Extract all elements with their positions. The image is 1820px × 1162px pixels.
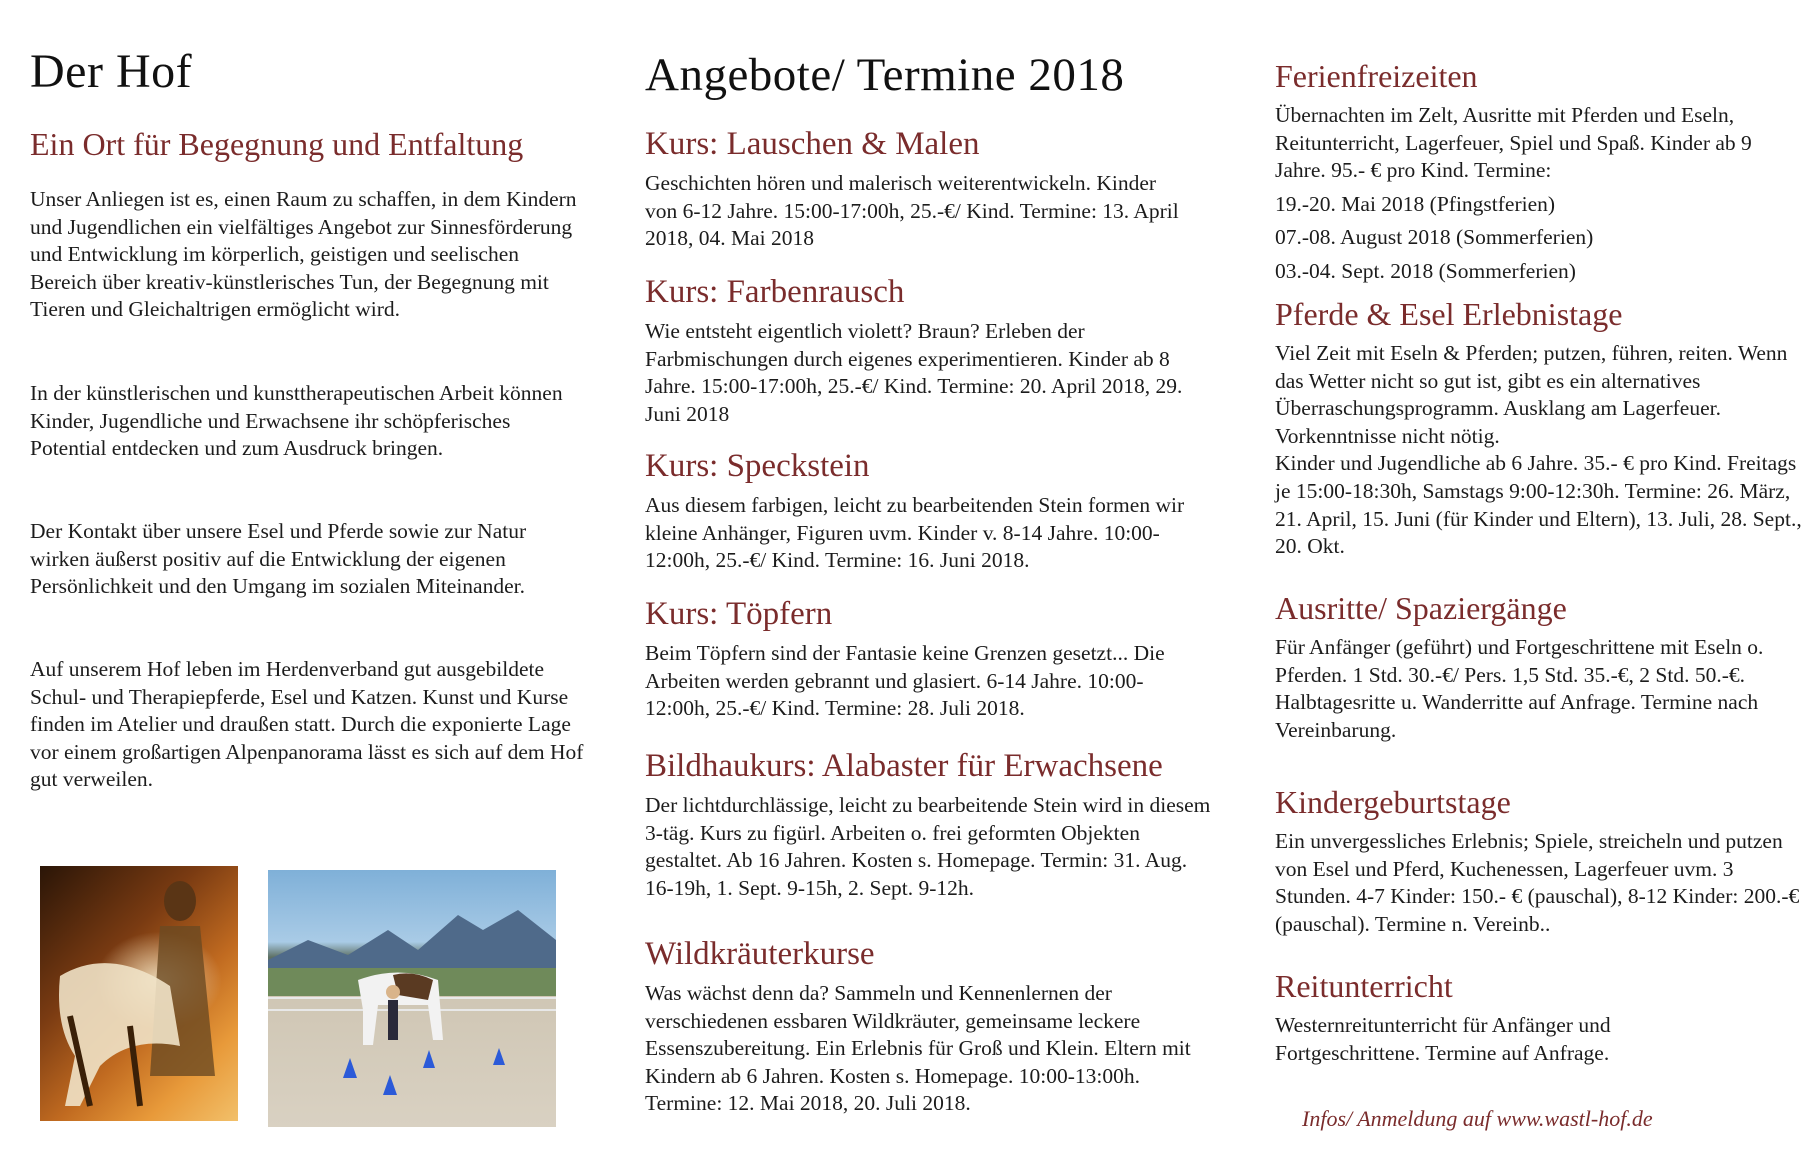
section-wildkraeuter — [645, 934, 1205, 1118]
section-heading: Kurs: Farbenrausch — [645, 274, 905, 310]
section-reitunterricht — [1275, 966, 1755, 1067]
section-toepfern — [645, 594, 1200, 723]
section-lauschen-malen — [645, 124, 1185, 253]
section-text: Ein unvergessliches Erlebnis; Spiele, streicheln und putzen von Esel und Pferd, Kuchenessen, Lagerfeuer uvm. 3 Stunden. 4-7 Kinder: 150.- € (pauschal), 8-12 Kinder: 200.-€ (pauschal). Termine n. Vereinb.. — [1275, 829, 1800, 936]
section-heading: Ausritte/ Spaziergänge — [1275, 590, 1567, 626]
section-heading: Bildhaukurs: Alabaster für Erwachsene — [645, 748, 1163, 784]
section-ausritte — [1275, 588, 1815, 744]
intro-paragraph-3: Der Kontakt über unsere Esel und Pferde sowie zur Natur wirken äußerst positiv auf die Entwicklung der eigenen Persönlichkeit und den Umgang im sozialen Miteinander. — [30, 519, 527, 599]
section-heading: Wildkräuterkurse — [645, 936, 875, 972]
section-text: Viel Zeit mit Eseln & Pferden; putzen, führen, reiten. Wenn das Wetter nicht so gut ist, gibt es ein alternatives Überraschungsprogramm. Ausklang am Lagerfeuer. Vorkenntnisse nicht nötig. — [1275, 341, 1788, 448]
date-line: 07.-08. August 2018 (Sommerferien) — [1275, 225, 1594, 250]
intro-paragraph-1: Unser Anliegen ist es, einen Raum zu schaffen, in dem Kindern und Jugendlichen ein vielfältiges Angebot zur Sinnesförderung und Entwicklung im körperlich, geistigen und seelischen Bereich über kreativ-künstlerisches Tun, der Begegnung mit Tieren und Gleichaltrigen ermöglicht wird. — [30, 187, 577, 322]
section-text: Geschichten hören und malerisch weiterentwickeln. Kinder von 6-12 Jahre. 15:00-17:00h, 25.-€/ Kind. Termine: 13. April 2018, 04. Mai 2018 — [645, 171, 1179, 251]
section-farbenrausch — [645, 272, 1185, 428]
page-title: Der Hof — [30, 45, 193, 98]
footer-website-link[interactable]: Infos/ Anmeldung auf www.wastl-hof.de — [1302, 1106, 1653, 1131]
section-heading: Kindergeburtstage — [1275, 784, 1511, 820]
section-text: Was wächst denn da? Sammeln und Kennenlernen der verschiedenen essbaren Wildkräuter, gemeinsame leckere Essenszubereitung. Ein Erlebnis für Groß und Klein. Eltern mit Kindern ab 6 Jahren. Kosten s. Homepage. 10:00-13:00h. Termine: 12. Mai 2018, 20. Juli 2018. — [645, 981, 1191, 1116]
section-heading: Kurs: Töpfern — [645, 596, 833, 632]
section-text: Westernreitunterricht für Anfänger und Fortgeschrittene. Termine auf Anfrage. — [1275, 1013, 1611, 1065]
section-ferienfreizeiten — [1275, 56, 1780, 286]
section-text: Übernachten im Zelt, Ausritte mit Pferden und Eseln, Reitunterricht, Lagerfeuer, Spiel und Spaß. Kinder ab 9 Jahre. 95.- € pro Kind. Termine: — [1275, 103, 1752, 183]
section-speckstein — [645, 446, 1220, 575]
section-pferde-esel — [1275, 294, 1805, 561]
section-text: Der lichtdurchlässige, leicht zu bearbeitende Stein wird in diesem 3-täg. Kurs zu figürl. Arbeiten o. frei geformten Objekten gestaltet. Ab 16 Jahren. Kosten s. Homepage. Termin: 31. Aug. 16-19h, 1. Sept. 9-15h, 2. Sept. 9-12h. — [645, 793, 1211, 900]
section-heading: Reitunterricht — [1275, 968, 1453, 1004]
section-text: Wie entsteht eigentlich violett? Braun? Erleben der Farbmischungen durch eigenes experimentieren. Kinder ab 8 Jahre. 15:00-17:00h, 25.-€/ Kind. Termine: 20. April 2018, 29. Juni 2018 — [645, 319, 1183, 426]
intro-paragraph-4: Auf unserem Hof leben im Herdenverband gut ausgebildete Schul- und Therapiepferde, Esel und Katzen. Kunst und Kurse finden im Atelier und draußen statt. Durch die exponierte Lage vor einem großartigen Alpenpanorama lässt es sich auf dem Hof gut verweilen. — [30, 657, 584, 792]
offers-title: Angebote/ Termine 2018 — [645, 49, 1125, 101]
section-text: Beim Töpfern sind der Fantasie keine Grenzen gesetzt... Die Arbeiten werden gebrannt und glasiert. 6-14 Jahre. 10:00-12:00h, 25.-€/ Kind. Termine: 28. Juli 2018. — [645, 641, 1165, 721]
section-heading: Ferienfreizeiten — [1275, 58, 1478, 94]
section-heading: Kurs: Speckstein — [645, 448, 870, 484]
intro-paragraph-2: In der künstlerischen und kunsttherapeutischen Arbeit können Kinder, Jugendliche und Erwachsene ihr schöpferisches Potential entdecken und zum Ausdruck bringen. — [30, 381, 563, 461]
subtitle: Ein Ort für Begegnung und Entfaltung — [30, 126, 524, 162]
photo-horse-arena — [268, 870, 556, 1127]
date-line: 19.-20. Mai 2018 (Pfingstferien) — [1275, 191, 1556, 216]
section-text: Aus diesem farbigen, leicht zu bearbeitenden Stein formen wir kleine Anhänger, Figuren uvm. Kinder v. 8-14 Jahre. 10:00-12:00h, 25.-€/ Kind. Termine: 16. Juni 2018. — [645, 493, 1185, 573]
section-text-2: Kinder und Jugendliche ab 6 Jahre. 35.- € pro Kind. Freitags je 15:00-18:30h, Samstags 9:00-12:30h. Termine: 26. März, 21. April, 15. Juni (für Kinder und Eltern), 13. Juli, 28. Sept., 20. Okt. — [1275, 451, 1802, 559]
section-heading: Pferde & Esel Erlebnistage — [1275, 296, 1623, 332]
section-text: Für Anfänger (geführt) und Fortgeschrittene mit Eseln o. Pferden. 1 Std. 30.-€/ Pers. 1,5 Std. 35.-€, 2 Std. 50.-€. Halbtagesritte u. Wanderritte auf Anfrage. Termine nach Vereinbarung. — [1275, 635, 1764, 742]
section-kindergeburtstage — [1275, 782, 1810, 938]
section-bildhaukurs — [645, 746, 1220, 902]
photo-child-with-horse-painting — [40, 866, 238, 1121]
date-line: 03.-04. Sept. 2018 (Sommerferien) — [1275, 258, 1576, 283]
section-heading: Kurs: Lauschen & Malen — [645, 126, 980, 162]
